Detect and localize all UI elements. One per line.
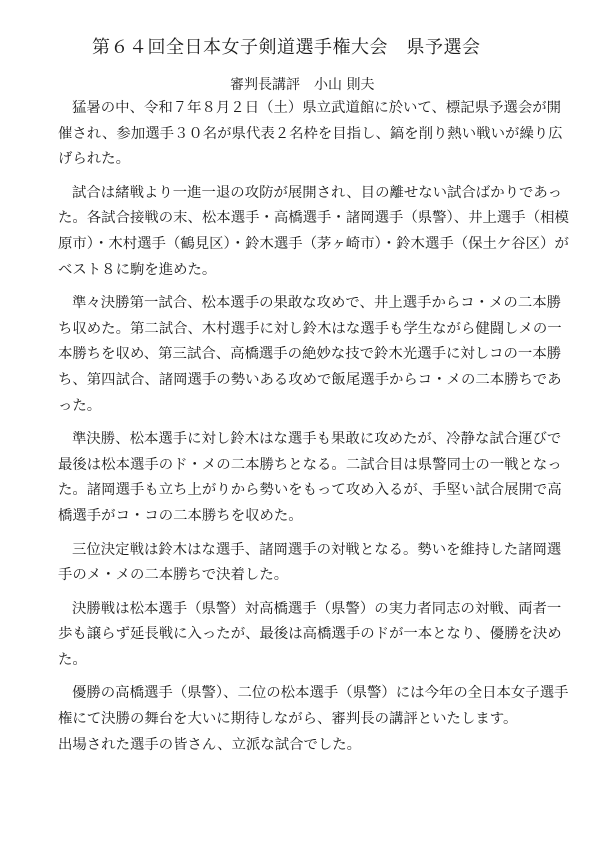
paragraph-line: た。 [58, 651, 87, 668]
byline-name: 小山 則夫 [314, 77, 375, 93]
closing-line: 出場された選手の皆さん、立派な試合でした。 [58, 736, 362, 753]
paragraph-line: 試合は緒戦より一進一退の攻防が展開され、目の離せない試合ばかりであっ [72, 184, 563, 201]
paragraph-line: った。 [58, 397, 102, 414]
paragraph [58, 427, 562, 529]
paragraph-line: げられた。 [58, 151, 130, 168]
paragraph [58, 96, 563, 173]
paragraph-line: た。各試合接戦の末、松本選手・高橋選手・諸岡選手（県警）、井上選手（相模 [58, 210, 569, 227]
document-title: 第６４回全日本女子剣道選手権大会 県予選会 [92, 37, 481, 58]
paragraph-line: 三位決定戦は鈴木はな選手、諸岡選手の対戦となる。勢いを維持した諸岡選 [72, 541, 562, 558]
paragraph [58, 291, 562, 419]
paragraph-line: 催され、参加選手３０名が県代表２名枠を目指し、鎬を削り熱い戦いが繰り広 [58, 125, 563, 142]
paragraph-line: 歩も譲らず延長戦に入ったが、最後は高橋選手のドが一本となり、優勝を決め [58, 626, 562, 643]
paragraph-line: ち収めた。第二試合、木村選手に対し鈴木はな選手も学生ながら健闘しメの一 [58, 320, 562, 337]
byline-role: 審判長講評 [230, 77, 300, 93]
paragraph-line: 権にて決勝の舞台を大いに期待しながら、審判長の講評といたします。 [58, 711, 518, 728]
byline [230, 74, 374, 94]
paragraph [58, 597, 562, 674]
paragraph-line: 決勝戦は松本選手（県警）対高橋選手（県警）の実力者同志の対戦、両者一 [72, 600, 562, 617]
paragraph-line: ベスト８に駒を進めた。 [58, 261, 217, 278]
paragraph-line: 最後は松本選手のド・メの二本勝ちとなる。二試合目は県警同士の一戦となっ [58, 456, 562, 473]
paragraph-line: た。諸岡選手も立ち上がりから勢いをもって攻め入るが、手堅い試合展開で高 [58, 482, 562, 499]
paragraph [58, 538, 562, 589]
paragraph-line: 準々決勝第一試合、松本選手の果敢な攻めで、井上選手からコ・メの二本勝 [72, 295, 561, 312]
paragraph [58, 181, 569, 283]
paragraph-line: 橋選手がコ・コの二本勝ちを収めた。 [58, 507, 303, 524]
document-body [58, 96, 569, 758]
paragraph-line: ち、第四試合、諸岡選手の勢いある攻めで飯尾選手からコ・メの二本勝ちであ [58, 371, 562, 388]
paragraph-line: 優勝の高橋選手（県警）、二位の松本選手（県警）には今年の全日本女子選手 [72, 685, 569, 702]
paragraph-line: 本勝ちを収め、第三試合、高橋選手の絶妙な技で鈴木光選手に対しコの一本勝 [58, 346, 562, 363]
paragraph-line: 手のメ・メの二本勝ちで決着した。 [58, 567, 289, 584]
paragraph-line: 原市）・木村選手（鶴見区）・鈴木選手（茅ヶ崎市）・鈴木選手（保土ケ谷区）が [58, 235, 569, 252]
paragraph-line: 準決勝、松本選手に対し鈴木はな選手も果敢に攻めたが、冷静な試合運びで [72, 431, 562, 448]
paragraph [58, 681, 569, 732]
paragraph-line: 猛暑の中、令和７年８月２日（土）県立武道館に於いて、標記県予選会が開 [72, 100, 561, 116]
